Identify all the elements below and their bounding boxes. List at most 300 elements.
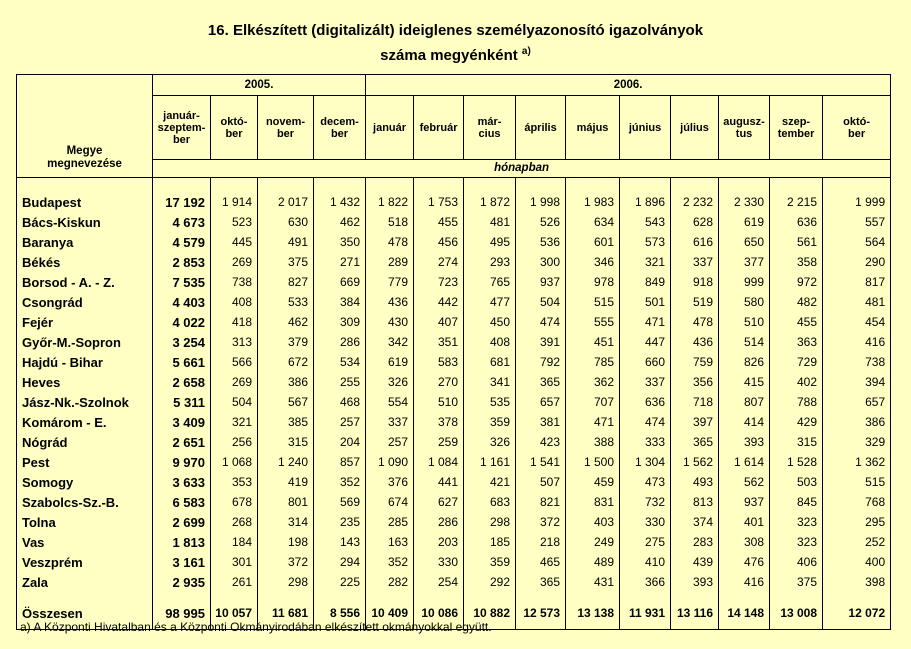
value-cell: 2 017 [258, 192, 314, 212]
value-cell: 269 [211, 372, 258, 392]
county-name: Győr-M.-Sopron [17, 332, 153, 352]
value-cell: 372 [516, 512, 566, 532]
value-cell: 385 [258, 412, 314, 432]
value-cell: 628 [671, 212, 719, 232]
value-cell: 601 [566, 232, 620, 252]
value-cell: 408 [211, 292, 258, 312]
value-cell: 13 008 [770, 601, 823, 625]
value-cell: 418 [211, 312, 258, 332]
value-cell: 831 [566, 492, 620, 512]
value-cell: 462 [314, 212, 366, 232]
value-cell: 1 161 [464, 452, 516, 472]
value-cell: 827 [258, 272, 314, 292]
value-cell: 451 [566, 332, 620, 352]
value-cell: 410 [620, 552, 671, 572]
value-cell: 293 [464, 252, 516, 272]
value-cell: 468 [314, 392, 366, 412]
month-header-2006-8 [770, 96, 823, 160]
county-name: Zala [17, 572, 153, 592]
value-cell: 419 [258, 472, 314, 492]
value-cell: 514 [719, 332, 770, 352]
value-cell: 564 [823, 232, 891, 252]
value-cell: 198 [258, 532, 314, 552]
value-cell: 402 [770, 372, 823, 392]
value-cell: 1 541 [516, 452, 566, 472]
value-cell: 630 [258, 212, 314, 232]
value-cell: 283 [671, 532, 719, 552]
value-cell: 1 240 [258, 452, 314, 472]
value-cell: 329 [823, 432, 891, 452]
value-cell: 337 [671, 252, 719, 272]
value-cell: 441 [414, 472, 464, 492]
value-cell: 788 [770, 392, 823, 412]
month-header-2005-1 [211, 96, 258, 160]
table-row [17, 512, 891, 532]
value-cell: 185 [464, 532, 516, 552]
month-header-2006-6 [671, 96, 719, 160]
value-cell: 1 432 [314, 192, 366, 212]
value-cell: 400 [823, 552, 891, 572]
month-header-2006-9 [823, 96, 891, 160]
month-header-line: augusz- [723, 115, 765, 128]
table-row [17, 332, 891, 352]
value-cell: 495 [464, 232, 516, 252]
value-cell: 308 [719, 532, 770, 552]
value-cell: 386 [258, 372, 314, 392]
month-header-line: decem- [320, 115, 359, 128]
month-header-line: októ- [843, 115, 871, 128]
value-cell: 657 [516, 392, 566, 412]
value-cell: 718 [671, 392, 719, 412]
value-cell: 365 [516, 572, 566, 592]
value-cell-total-2005: 4 022 [153, 312, 211, 332]
value-cell: 362 [566, 372, 620, 392]
value-cell: 535 [464, 392, 516, 412]
value-cell: 295 [823, 512, 891, 532]
month-header-2006-3 [516, 96, 566, 160]
value-cell: 386 [823, 412, 891, 432]
value-cell: 491 [258, 232, 314, 252]
value-cell: 257 [366, 432, 414, 452]
table-row [17, 232, 891, 252]
county-name: Vas [17, 532, 153, 552]
value-cell: 849 [620, 272, 671, 292]
month-header-line: cius [478, 127, 501, 140]
value-cell: 298 [258, 572, 314, 592]
value-cell: 634 [566, 212, 620, 232]
value-cell: 270 [414, 372, 464, 392]
value-cell: 249 [566, 532, 620, 552]
value-cell: 471 [620, 312, 671, 332]
value-cell-total-2005: 98 995 [153, 601, 211, 625]
county-name: Komárom - E. [17, 412, 153, 432]
value-cell: 683 [464, 492, 516, 512]
footnote: a) A Központi Hivatalban és a Központi Okmányirodában elkészített okmányokkal együtt. [20, 620, 492, 634]
value-cell: 14 148 [719, 601, 770, 625]
table-row [17, 492, 891, 512]
value-cell: 363 [770, 332, 823, 352]
value-cell: 533 [258, 292, 314, 312]
value-cell: 678 [211, 492, 258, 512]
value-cell: 326 [366, 372, 414, 392]
table-row [17, 452, 891, 472]
value-cell: 455 [414, 212, 464, 232]
value-cell: 397 [671, 412, 719, 432]
value-cell: 481 [464, 212, 516, 232]
value-cell: 391 [516, 332, 566, 352]
month-header-line: április [524, 121, 557, 134]
value-cell: 813 [671, 492, 719, 512]
value-cell: 416 [823, 332, 891, 352]
value-cell-total-2005: 1 813 [153, 532, 211, 552]
value-cell: 569 [314, 492, 366, 512]
value-cell: 254 [414, 572, 464, 592]
value-cell: 636 [620, 392, 671, 412]
value-cell: 447 [620, 332, 671, 352]
value-cell: 401 [719, 512, 770, 532]
county-name: Hajdú - Bihar [17, 352, 153, 372]
value-cell: 785 [566, 352, 620, 372]
value-cell: 2 215 [770, 192, 823, 212]
value-cell: 321 [620, 252, 671, 272]
value-cell: 1 998 [516, 192, 566, 212]
value-cell: 1 528 [770, 452, 823, 472]
value-cell: 398 [823, 572, 891, 592]
value-cell: 779 [366, 272, 414, 292]
value-cell: 657 [823, 392, 891, 412]
value-cell: 365 [671, 432, 719, 452]
value-cell: 515 [823, 472, 891, 492]
month-header-line: január [373, 121, 407, 134]
value-cell: 619 [719, 212, 770, 232]
value-cell: 972 [770, 272, 823, 292]
value-cell: 738 [211, 272, 258, 292]
value-cell: 12 573 [516, 601, 566, 625]
value-cell: 504 [516, 292, 566, 312]
month-header-line: szep- [781, 115, 811, 128]
county-name: Heves [17, 372, 153, 392]
value-cell: 416 [719, 572, 770, 592]
value-cell-total-2005: 5 661 [153, 352, 211, 372]
table-row [17, 352, 891, 372]
value-cell: 407 [414, 312, 464, 332]
value-cell: 543 [620, 212, 671, 232]
value-cell: 817 [823, 272, 891, 292]
value-cell: 294 [314, 552, 366, 572]
value-cell: 282 [366, 572, 414, 592]
value-cell: 381 [516, 412, 566, 432]
value-cell: 375 [770, 572, 823, 592]
month-header-2006-0 [366, 96, 414, 160]
value-cell: 13 138 [566, 601, 620, 625]
value-cell: 365 [516, 372, 566, 392]
value-cell: 807 [719, 392, 770, 412]
value-cell: 13 116 [671, 601, 719, 625]
value-cell: 429 [770, 412, 823, 432]
value-cell: 523 [211, 212, 258, 232]
table-row [17, 572, 891, 592]
value-cell: 326 [464, 432, 516, 452]
table-row [17, 212, 891, 232]
value-cell: 616 [671, 232, 719, 252]
month-header-line: február [419, 121, 458, 134]
value-cell: 442 [414, 292, 464, 312]
value-cell: 314 [258, 512, 314, 532]
value-cell: 315 [770, 432, 823, 452]
value-cell: 526 [516, 212, 566, 232]
table-row [17, 392, 891, 412]
value-cell: 454 [823, 312, 891, 332]
value-cell: 1 896 [620, 192, 671, 212]
value-cell: 503 [770, 472, 823, 492]
value-cell: 372 [258, 552, 314, 572]
month-header-line: ber [330, 127, 349, 140]
value-cell: 163 [366, 532, 414, 552]
value-cell: 534 [314, 352, 366, 372]
value-cell: 674 [366, 492, 414, 512]
value-cell: 421 [464, 472, 516, 492]
table-row [17, 372, 891, 392]
value-cell: 2 232 [671, 192, 719, 212]
value-cell: 10 882 [464, 601, 516, 625]
value-cell-total-2005: 4 403 [153, 292, 211, 312]
value-cell-total-2005: 2 935 [153, 572, 211, 592]
month-header-line: ber [225, 127, 243, 140]
value-cell-total-2005: 3 254 [153, 332, 211, 352]
value-cell: 999 [719, 272, 770, 292]
table-row [17, 552, 891, 572]
month-header-line: ber [172, 133, 191, 146]
value-cell: 268 [211, 512, 258, 532]
month-header-line: május [576, 121, 609, 134]
value-cell: 573 [620, 232, 671, 252]
value-cell-total-2005: 4 673 [153, 212, 211, 232]
table-row [17, 532, 891, 552]
value-cell: 204 [314, 432, 366, 452]
value-cell: 323 [770, 512, 823, 532]
value-cell: 286 [314, 332, 366, 352]
value-cell: 669 [314, 272, 366, 292]
county-name: Budapest [17, 192, 153, 212]
value-cell-total-2005: 2 853 [153, 252, 211, 272]
value-cell: 619 [366, 352, 414, 372]
month-header-line: ber [276, 127, 295, 140]
month-header-2005-3 [314, 96, 366, 160]
value-cell: 583 [414, 352, 464, 372]
value-cell: 8 556 [314, 601, 366, 625]
table-row [17, 272, 891, 292]
value-cell: 1 562 [671, 452, 719, 472]
value-cell: 504 [211, 392, 258, 412]
value-cell: 10 409 [366, 601, 414, 625]
value-cell: 352 [366, 552, 414, 572]
value-cell: 510 [414, 392, 464, 412]
value-cell: 285 [366, 512, 414, 532]
value-cell: 403 [566, 512, 620, 532]
value-cell: 290 [823, 252, 891, 272]
value-cell: 393 [719, 432, 770, 452]
month-header-2005-2 [258, 96, 314, 160]
county-name: Csongrád [17, 292, 153, 312]
value-cell: 375 [258, 252, 314, 272]
value-cell: 501 [620, 292, 671, 312]
value-cell: 518 [366, 212, 414, 232]
value-cell: 378 [414, 412, 464, 432]
value-cell: 738 [823, 352, 891, 372]
county-name: Veszprém [17, 552, 153, 572]
table-row [17, 192, 891, 212]
county-name: Tolna [17, 512, 153, 532]
table-title-line1: 16. Elkészített (digitalizált) ideiglenes személyazonosító igazolványok [207, 22, 704, 39]
county-header-line2: megnevezése [47, 158, 122, 170]
table-row [17, 472, 891, 492]
year-2006-header: 2006. [366, 75, 891, 96]
value-cell: 557 [823, 212, 891, 232]
value-cell: 482 [770, 292, 823, 312]
value-cell: 459 [566, 472, 620, 492]
value-cell: 275 [620, 532, 671, 552]
month-header-2006-4 [566, 96, 620, 160]
value-cell: 768 [823, 492, 891, 512]
value-cell: 359 [464, 552, 516, 572]
value-cell: 376 [366, 472, 414, 492]
value-cell: 337 [366, 412, 414, 432]
month-header-2006-5 [620, 96, 671, 160]
county-name: Nógrád [17, 432, 153, 452]
value-cell: 252 [823, 532, 891, 552]
month-header-2006-1 [414, 96, 464, 160]
year-2005-header: 2005. [153, 75, 366, 96]
value-cell: 1 304 [620, 452, 671, 472]
value-cell: 430 [366, 312, 414, 332]
value-cell: 414 [719, 412, 770, 432]
value-cell: 255 [314, 372, 366, 392]
value-cell: 650 [719, 232, 770, 252]
value-cell-total-2005: 2 699 [153, 512, 211, 532]
value-cell: 510 [719, 312, 770, 332]
value-cell: 1 362 [823, 452, 891, 472]
value-cell: 476 [719, 552, 770, 572]
table-title-line2-text: száma megyénként [380, 47, 518, 64]
value-cell: 1 090 [366, 452, 414, 472]
value-cell: 1 753 [414, 192, 464, 212]
value-cell: 341 [464, 372, 516, 392]
value-cell: 259 [414, 432, 464, 452]
value-cell: 937 [719, 492, 770, 512]
value-cell: 274 [414, 252, 464, 272]
table-row [17, 312, 891, 332]
value-cell: 218 [516, 532, 566, 552]
value-cell: 937 [516, 272, 566, 292]
month-header-2006-2 [464, 96, 516, 160]
value-cell: 627 [414, 492, 464, 512]
value-cell-total-2005: 4 579 [153, 232, 211, 252]
value-cell: 415 [719, 372, 770, 392]
county-name: Összesen [17, 601, 153, 625]
month-header-line: tember [777, 127, 815, 140]
value-cell: 765 [464, 272, 516, 292]
county-name: Szabolcs-Sz.-B. [17, 492, 153, 512]
value-cell: 489 [566, 552, 620, 572]
value-cell: 292 [464, 572, 516, 592]
value-cell-total-2005: 6 583 [153, 492, 211, 512]
value-cell: 366 [620, 572, 671, 592]
value-cell: 477 [464, 292, 516, 312]
value-cell: 1 068 [211, 452, 258, 472]
value-cell: 301 [211, 552, 258, 572]
value-cell: 330 [620, 512, 671, 532]
value-cell: 455 [770, 312, 823, 332]
value-cell: 1 983 [566, 192, 620, 212]
county-name: Jász-Nk.-Szolnok [17, 392, 153, 412]
value-cell: 184 [211, 532, 258, 552]
value-cell: 356 [671, 372, 719, 392]
value-cell: 821 [516, 492, 566, 512]
value-cell: 536 [516, 232, 566, 252]
value-cell: 580 [719, 292, 770, 312]
month-header-line: január- [163, 109, 200, 122]
value-cell: 257 [314, 412, 366, 432]
value-cell: 350 [314, 232, 366, 252]
value-cell: 436 [366, 292, 414, 312]
value-cell: 481 [823, 292, 891, 312]
month-header-line: június [628, 121, 662, 134]
value-cell: 10 057 [211, 601, 258, 625]
value-cell: 271 [314, 252, 366, 272]
county-name: Békés [17, 252, 153, 272]
value-cell: 478 [671, 312, 719, 332]
value-cell: 352 [314, 472, 366, 492]
value-cell: 474 [516, 312, 566, 332]
county-name: Borsod - A. - Z. [17, 272, 153, 292]
value-cell: 759 [671, 352, 719, 372]
value-cell: 845 [770, 492, 823, 512]
value-cell: 707 [566, 392, 620, 412]
value-cell: 1 500 [566, 452, 620, 472]
value-cell: 732 [620, 492, 671, 512]
value-cell: 379 [258, 332, 314, 352]
value-cell: 1 084 [414, 452, 464, 472]
value-cell: 225 [314, 572, 366, 592]
value-cell: 351 [414, 332, 464, 352]
month-header-line: novem- [265, 115, 306, 128]
value-cell-total-2005: 3 409 [153, 412, 211, 432]
value-cell: 358 [770, 252, 823, 272]
value-cell: 1 822 [366, 192, 414, 212]
table-row [17, 432, 891, 452]
value-cell: 10 086 [414, 601, 464, 625]
value-cell: 436 [671, 332, 719, 352]
value-cell: 393 [671, 572, 719, 592]
county-header [17, 75, 153, 178]
value-cell: 792 [516, 352, 566, 372]
value-cell-total-2005: 9 970 [153, 452, 211, 472]
value-cell: 12 072 [823, 601, 891, 625]
value-cell-total-2005: 3 161 [153, 552, 211, 572]
county-name: Pest [17, 452, 153, 472]
value-cell: 456 [414, 232, 464, 252]
value-cell: 346 [566, 252, 620, 272]
value-cell: 729 [770, 352, 823, 372]
value-cell: 462 [258, 312, 314, 332]
value-cell: 826 [719, 352, 770, 372]
value-cell: 313 [211, 332, 258, 352]
value-cell: 636 [770, 212, 823, 232]
value-cell: 471 [566, 412, 620, 432]
value-cell: 353 [211, 472, 258, 492]
month-header-line: július [680, 121, 709, 134]
value-cell: 507 [516, 472, 566, 492]
